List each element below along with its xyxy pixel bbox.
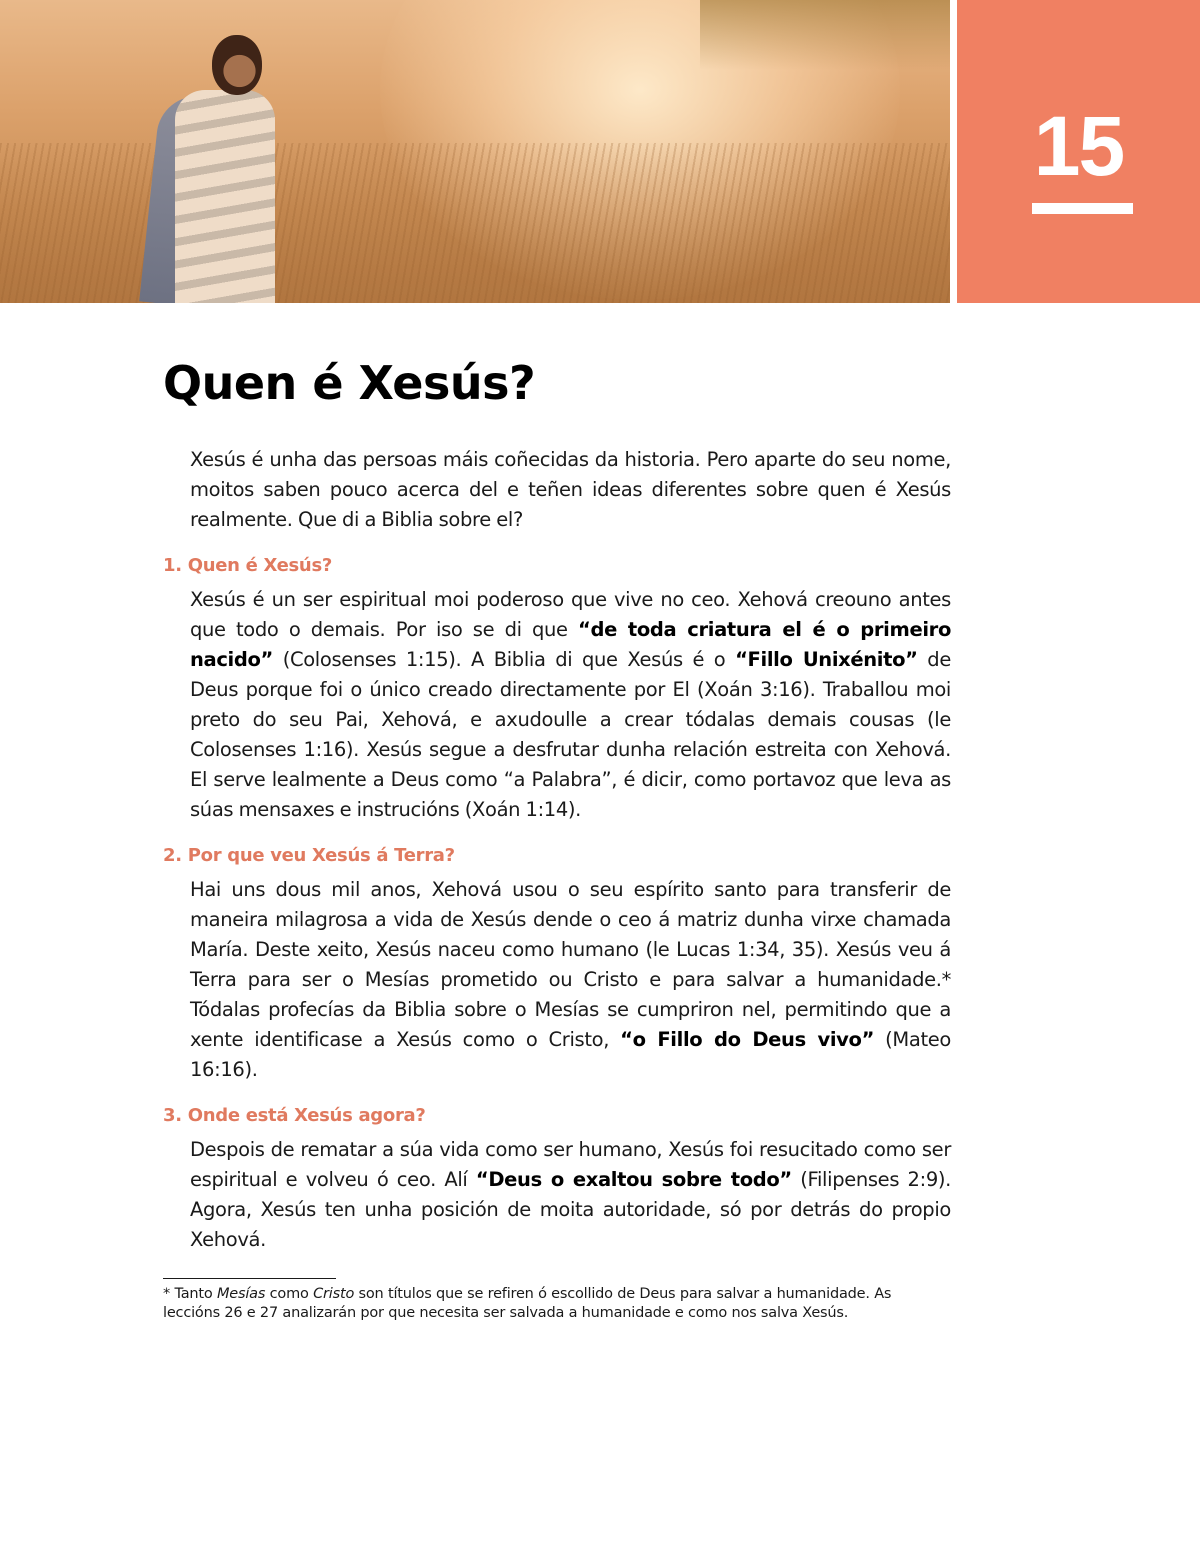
background-trees <box>700 0 950 70</box>
chapter-number-tab <box>957 0 1200 303</box>
footnote-text: son títulos que se refiren ó escollido de Deus para salvar a humanidade. As leccións 26 e 27 analizarán por que necesita ser salvada a humanidade e como nos salva Xesús. <box>163 1286 892 1321</box>
answer-2-text: Hai uns dous mil anos, Xehová usou o seu espírito santo para transferir de maneira milagrosa a vida de Xesús dende o ceo á matriz dunha virxe chamada María. Deste xeito, Xesús naceu como humano (le Lucas 1:34, 35). Xesús veu á Terra para ser o Mesías prometido ou Cristo e para salvar a humanidade.* Tódalas profecías da Biblia sobre o Mesías se cumpriron nel, permitindo que a xente identificase a Xesús como o Cristo, <box>190 878 951 1051</box>
answer-1-text: Xesús é un ser espiritual moi poderoso que vive no ceo. Xehová creouno antes que todo o demais. Por iso se di que <box>190 588 951 641</box>
figure-robe <box>175 90 275 303</box>
answer-1-text: (Colosenses 1:15). A Biblia di que Xesús é o <box>273 648 736 671</box>
footnote-divider <box>163 1278 336 1279</box>
footnote-term-cristo: Cristo <box>313 1286 355 1302</box>
header-photo <box>0 0 950 303</box>
footnote <box>163 1285 933 1323</box>
answer-1-quote-2: “Fillo Unixénito” <box>735 648 918 671</box>
lesson-body <box>163 445 951 1255</box>
answer-3 <box>190 1135 951 1255</box>
answer-3-text: (Filipenses 2:9). Agora, Xesús ten unha posición de moita autoridade, só por detrás do propio Xehová. <box>190 1168 951 1251</box>
intro-paragraph: Xesús é unha das persoas máis coñecidas da historia. Pero aparte do seu nome, moitos saben pouco acerca del e teñen ideas diferentes sobre quen é Xesús realmente. Que di a Biblia sobre el? <box>190 448 951 531</box>
question-1: 1. Quen é Xesús? <box>163 555 332 576</box>
answer-1 <box>190 585 951 825</box>
answer-2-text: (Mateo 16:16). <box>190 1028 951 1081</box>
answer-3-quote-1: “Deus o exaltou sobre todo” <box>475 1168 792 1191</box>
answer-2 <box>190 875 951 1085</box>
answer-2-quote-1: “o Fillo do Deus vivo” <box>620 1028 875 1051</box>
figure-head <box>212 35 262 95</box>
chapter-number: 15 <box>1033 99 1124 193</box>
question-3: 3. Onde está Xesús agora? <box>163 1105 426 1126</box>
answer-3-text: Despois de rematar a súa vida como ser humano, Xesús foi resucitado como ser espiritual e volveu ó ceo. Alí <box>190 1138 951 1191</box>
answer-1-text: de Deus porque foi o único creado directamente por El (Xoán 3:16). Traballou moi preto do seu Pai, Xehová, e axudoulle a crear tódalas demais cousas (le Colosenses 1:16). Xesús segue a desfrutar dunha relación estreita con Xehová. El serve lealmente a Deus como “a Palabra”, é dicir, como portavoz que leva as súas mensaxes e instrucións (Xoán 1:14). <box>190 648 951 821</box>
question-2: 2. Por que veu Xesús á Terra? <box>163 845 455 866</box>
footnote-term-mesias: Mesías <box>216 1286 266 1302</box>
page-title: Quen é Xesús? <box>163 356 536 410</box>
chapter-number-underline <box>1032 203 1133 214</box>
answer-1-quote-1: “de toda criatura el é o primeiro nacido” <box>190 618 951 671</box>
footnote-text: como <box>265 1286 314 1302</box>
footnote-text: * Tanto <box>163 1286 217 1302</box>
